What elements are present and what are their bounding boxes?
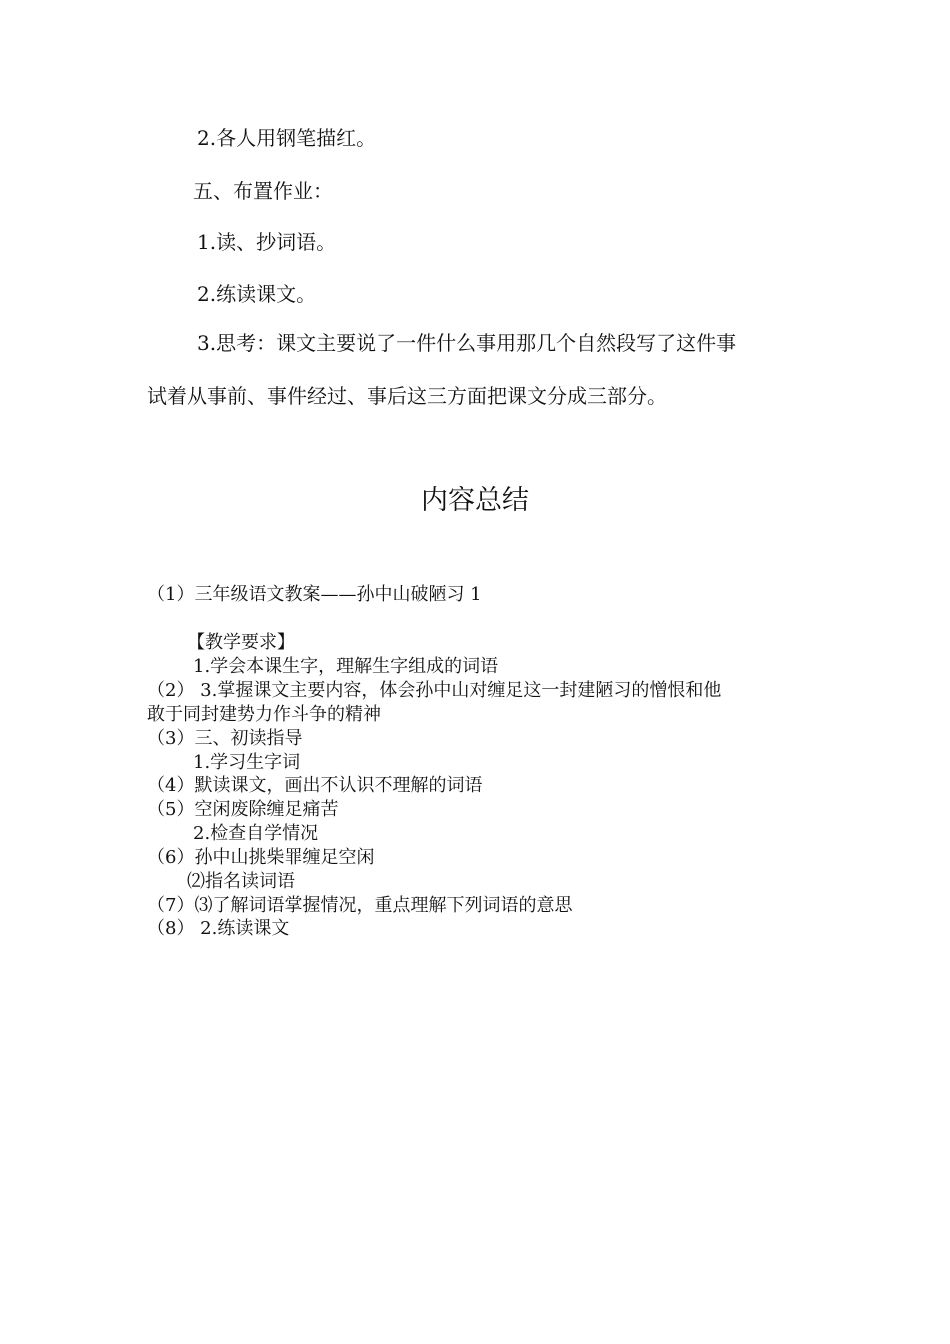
summary-line: 2.检查自学情况 bbox=[193, 823, 319, 844]
summary-line: 1.学习生字词 bbox=[193, 752, 301, 773]
summary-line: （8） 2.练读课文 bbox=[147, 918, 290, 939]
summary-line: 敢于同封建势力作斗争的精神 bbox=[147, 704, 381, 725]
text-line: 1.读、抄词语。 bbox=[197, 230, 337, 254]
summary-line: （3）三、初读指导 bbox=[147, 728, 303, 749]
summary-line: （4）默读课文，画出不认识不理解的词语 bbox=[147, 775, 483, 796]
text-line: 2.各人用钢笔描红。 bbox=[197, 126, 377, 150]
text-line: 3.思考：课文主要说了一件什么事用那几个自然段写了这件事 bbox=[197, 331, 737, 355]
summary-line: （6）孙中山挑柴罪缠足空闲 bbox=[147, 847, 375, 868]
text-line: 试着从事前、事件经过、事后这三方面把课文分成三部分。 bbox=[147, 384, 667, 408]
summary-line: ⑵指名读词语 bbox=[187, 871, 295, 892]
summary-line: 【教学要求】 bbox=[187, 632, 295, 653]
summary-line: （7）⑶了解词语掌握情况，重点理解下列词语的意思 bbox=[147, 895, 573, 916]
summary-heading: 内容总结 bbox=[421, 485, 529, 516]
section-heading: 五、布置作业： bbox=[193, 179, 333, 203]
summary-line: （5）空闲废除缠足痛苦 bbox=[147, 799, 339, 820]
summary-line: （1）三年级语文教案——孙中山破陋习 1 bbox=[147, 584, 482, 605]
text-line: 2.练读课文。 bbox=[197, 282, 317, 306]
summary-line: （2） 3.掌握课文主要内容，体会孙中山对缠足这一封建陋习的憎恨和他 bbox=[147, 680, 722, 701]
summary-line: 1.学会本课生字，理解生字组成的词语 bbox=[193, 656, 499, 677]
